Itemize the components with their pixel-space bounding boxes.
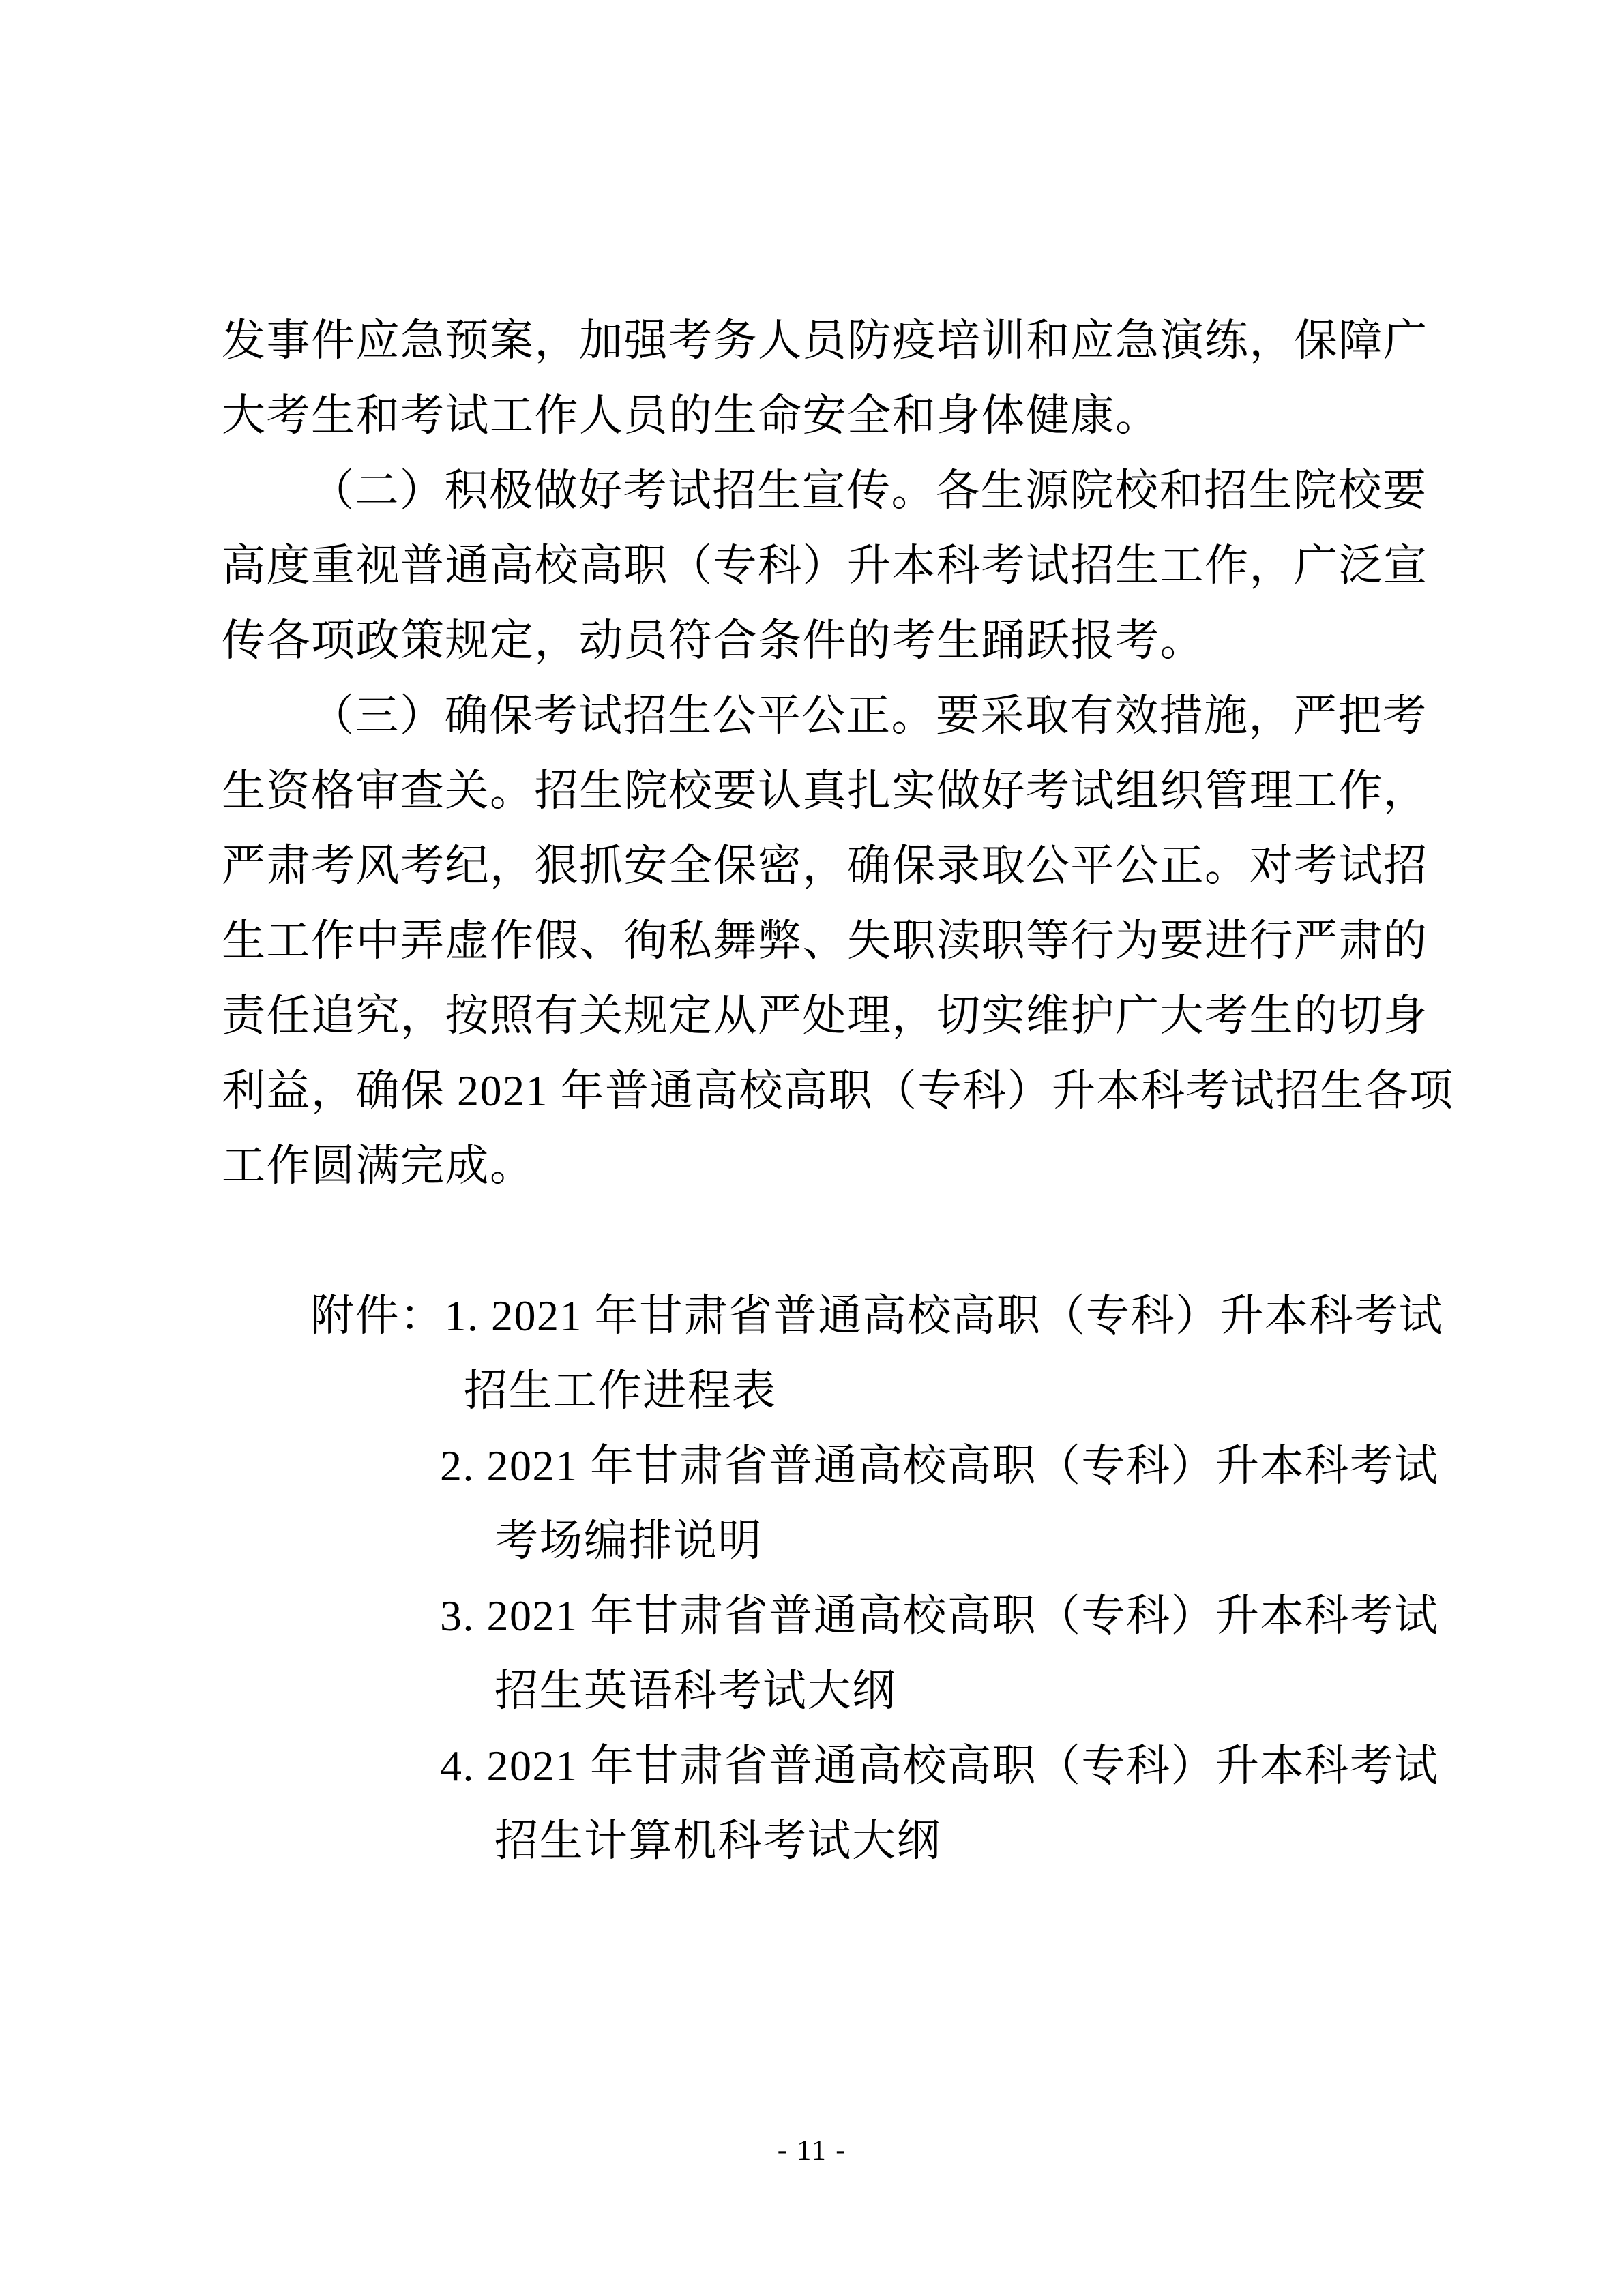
attachment-list-line: 4. 2021 年甘肃省普通高校高职（专科）升本科考试	[440, 1742, 1439, 1790]
attachment-list-line: 招生英语科考试大纲	[494, 1667, 897, 1715]
page-number: - 11 -	[777, 2135, 847, 2166]
text-line: 生工作中弄虚作假、徇私舞弊、失职渎职等行为要进行严肃的	[222, 916, 1428, 965]
text-line: 高度重视普通高校高职（专科）升本科考试招生工作，广泛宣	[222, 541, 1428, 590]
text-line: 大考生和考试工作人员的生命安全和身体健康。	[222, 391, 1160, 440]
text-line: 发事件应急预案，加强考务人员防疫培训和应急演练，保障广	[222, 316, 1428, 365]
text-line: 生资格审查关。招生院校要认真扎实做好考试组织管理工作，	[222, 766, 1428, 815]
text-line: 传各项政策规定，动员符合条件的考生踊跃报考。	[222, 616, 1205, 665]
text-line: （三）确保考试招生公平公正。要采取有效措施，严把考	[310, 691, 1428, 740]
text-line: 工作圆满完成。	[222, 1142, 535, 1190]
text-line: 利益，确保 2021 年普通高校高职（专科）升本科考试招生各项	[222, 1067, 1454, 1115]
attachment-list-line: 考场编排说明	[494, 1517, 763, 1565]
attachment-list-line: 招生计算机科考试大纲	[494, 1817, 941, 1865]
text-line: 严肃考风考纪，狠抓安全保密，确保录取公平公正。对考试招	[222, 841, 1428, 890]
body-text	[222, 303, 1454, 1879]
attachment-list-line: 3. 2021 年甘肃省普通高校高职（专科）升本科考试	[440, 1592, 1439, 1640]
text-line: 责任追究，按照有关规定从严处理，切实维护广大考生的切身	[222, 992, 1428, 1040]
attachment-list-line: 2. 2021 年甘肃省普通高校高职（专科）升本科考试	[440, 1442, 1439, 1490]
text-line: （二）积极做好考试招生宣传。各生源院校和招生院校要	[310, 466, 1428, 515]
attachment-list-line: 附件：1. 2021 年甘肃省普通高校高职（专科）升本科考试	[310, 1292, 1443, 1340]
attachment-list-line: 招生工作进程表	[464, 1367, 777, 1415]
